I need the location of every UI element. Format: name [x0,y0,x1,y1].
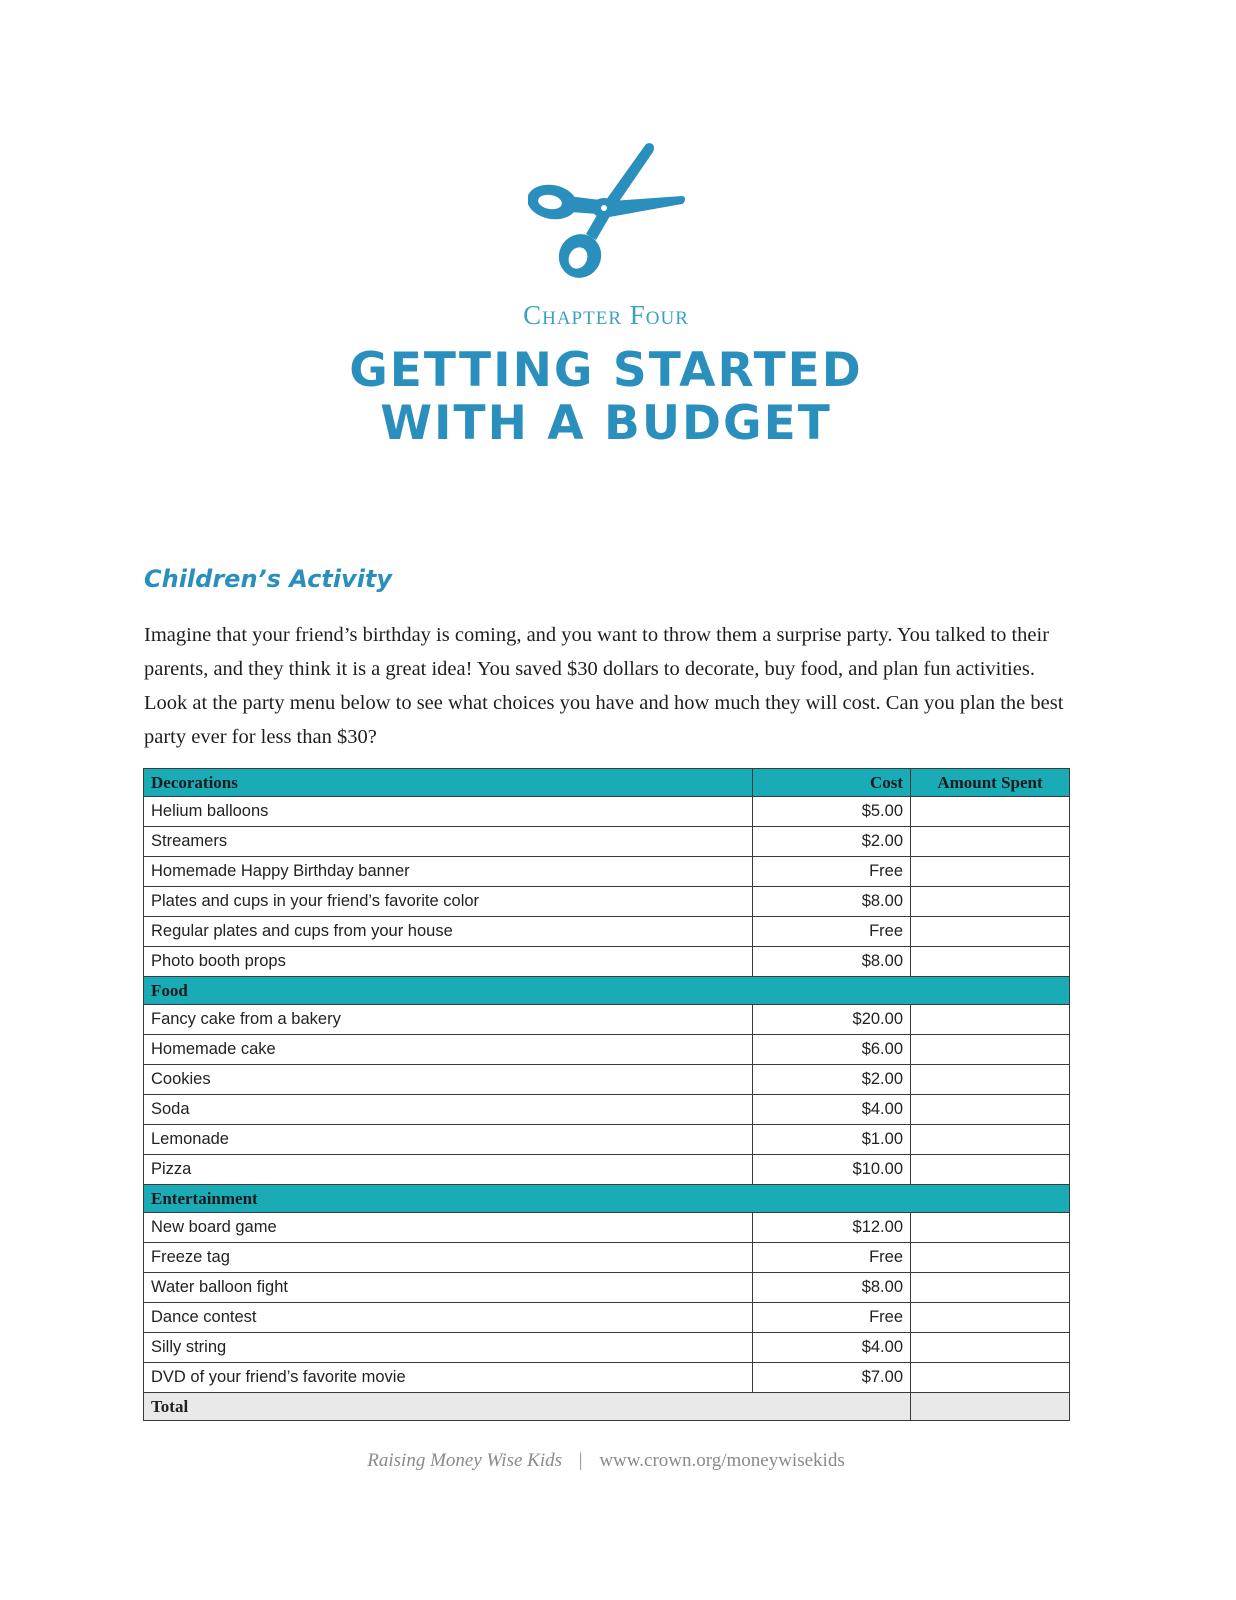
table-row [144,1333,1070,1363]
item-name: Pizza [144,1155,753,1185]
page-title-line-1: GETTING STARTED [349,343,863,398]
scissors-icon [528,138,688,283]
item-name: Lemonade [144,1125,753,1155]
item-cost: $20.00 [753,1005,911,1035]
item-cost: Free [753,857,911,887]
total-row [144,1393,1070,1421]
item-name: Streamers [144,827,753,857]
section-title: Food [144,977,753,1005]
section-header-fill [753,977,1070,1005]
item-name: Freeze tag [144,1243,753,1273]
intro-paragraph: Imagine that your friend’s birthday is coming, and you want to throw them a surprise party. You talked to their parents, and they think it is a great idea! You saved $30 dollars to decorate, buy food, and plan fun activities. Look at the party menu below to see what choices you have and how much they will cost. Can you plan the best party ever for less than $30? [144,624,1064,748]
table-row [144,1125,1070,1155]
amount-spent-cell[interactable] [911,1125,1070,1155]
amount-spent-cell[interactable] [911,917,1070,947]
item-name: Water balloon fight [144,1273,753,1303]
item-cost: $7.00 [753,1363,911,1393]
item-cost: $2.00 [753,827,911,857]
table-row [144,1065,1070,1095]
amount-spent-cell[interactable] [911,1035,1070,1065]
item-cost: $6.00 [753,1035,911,1065]
item-name: Homemade cake [144,1035,753,1065]
item-cost: $4.00 [753,1333,911,1363]
table-row [144,827,1070,857]
item-name: DVD of your friend’s favorite movie [144,1363,753,1393]
table-row [144,1155,1070,1185]
budget-table [143,768,1070,1421]
section-header-decorations [144,769,1070,797]
total-label: Total [144,1393,911,1421]
item-name: Regular plates and cups from your house [144,917,753,947]
item-cost: $12.00 [753,1213,911,1243]
item-cost: $4.00 [753,1095,911,1125]
page-footer [0,1450,1212,1472]
section-header-food [144,977,1070,1005]
amount-spent-column-header: Amount Spent [911,769,1070,797]
chapter-label: Chapter Four [523,300,689,330]
section-title: Decorations [144,769,753,797]
amount-spent-cell[interactable] [911,1243,1070,1273]
item-name: Helium balloons [144,797,753,827]
item-cost: $8.00 [753,887,911,917]
table-row [144,857,1070,887]
table-row [144,1303,1070,1333]
item-cost: $8.00 [753,1273,911,1303]
item-cost: $1.00 [753,1125,911,1155]
item-cost: $2.00 [753,1065,911,1095]
cost-column-header: Cost [753,769,911,797]
table-row [144,1273,1070,1303]
footer-separator: | [578,1450,583,1471]
section-heading: Children’s Activity [144,565,393,593]
amount-spent-cell[interactable] [911,1213,1070,1243]
item-name: Photo booth props [144,947,753,977]
item-cost: $8.00 [753,947,911,977]
table-row [144,1213,1070,1243]
table-row [144,1363,1070,1393]
amount-spent-cell[interactable] [911,1095,1070,1125]
table-row [144,1035,1070,1065]
table-row [144,1095,1070,1125]
table-row [144,917,1070,947]
item-name: Silly string [144,1333,753,1363]
item-name: Plates and cups in your friend’s favorite color [144,887,753,917]
page-title-line-2: WITH A BUDGET [380,396,832,451]
amount-spent-cell[interactable] [911,1303,1070,1333]
item-name: Soda [144,1095,753,1125]
item-cost: $5.00 [753,797,911,827]
table-row [144,887,1070,917]
total-amount-cell[interactable] [911,1393,1070,1421]
item-name: Homemade Happy Birthday banner [144,857,753,887]
section-title: Entertainment [144,1185,753,1213]
amount-spent-cell[interactable] [911,1273,1070,1303]
item-name: Fancy cake from a bakery [144,1005,753,1035]
amount-spent-cell[interactable] [911,827,1070,857]
item-name: Dance contest [144,1303,753,1333]
item-cost: Free [753,917,911,947]
amount-spent-cell[interactable] [911,857,1070,887]
table-row [144,1005,1070,1035]
amount-spent-cell[interactable] [911,1065,1070,1095]
item-name: New board game [144,1213,753,1243]
section-header-entertainment [144,1185,1070,1213]
amount-spent-cell[interactable] [911,1363,1070,1393]
item-cost: Free [753,1243,911,1273]
footer-book-title: Raising Money Wise Kids [367,1450,563,1471]
page-title [0,344,1212,450]
amount-spent-cell[interactable] [911,1155,1070,1185]
amount-spent-cell[interactable] [911,1333,1070,1363]
item-name: Cookies [144,1065,753,1095]
item-cost: $10.00 [753,1155,911,1185]
table-row [144,797,1070,827]
amount-spent-cell[interactable] [911,1005,1070,1035]
section-header-fill [753,1185,1070,1213]
amount-spent-cell[interactable] [911,887,1070,917]
amount-spent-cell[interactable] [911,797,1070,827]
amount-spent-cell[interactable] [911,947,1070,977]
item-cost: Free [753,1303,911,1333]
table-row [144,947,1070,977]
footer-url[interactable]: www.crown.org/moneywisekids [599,1450,845,1471]
table-row [144,1243,1070,1273]
